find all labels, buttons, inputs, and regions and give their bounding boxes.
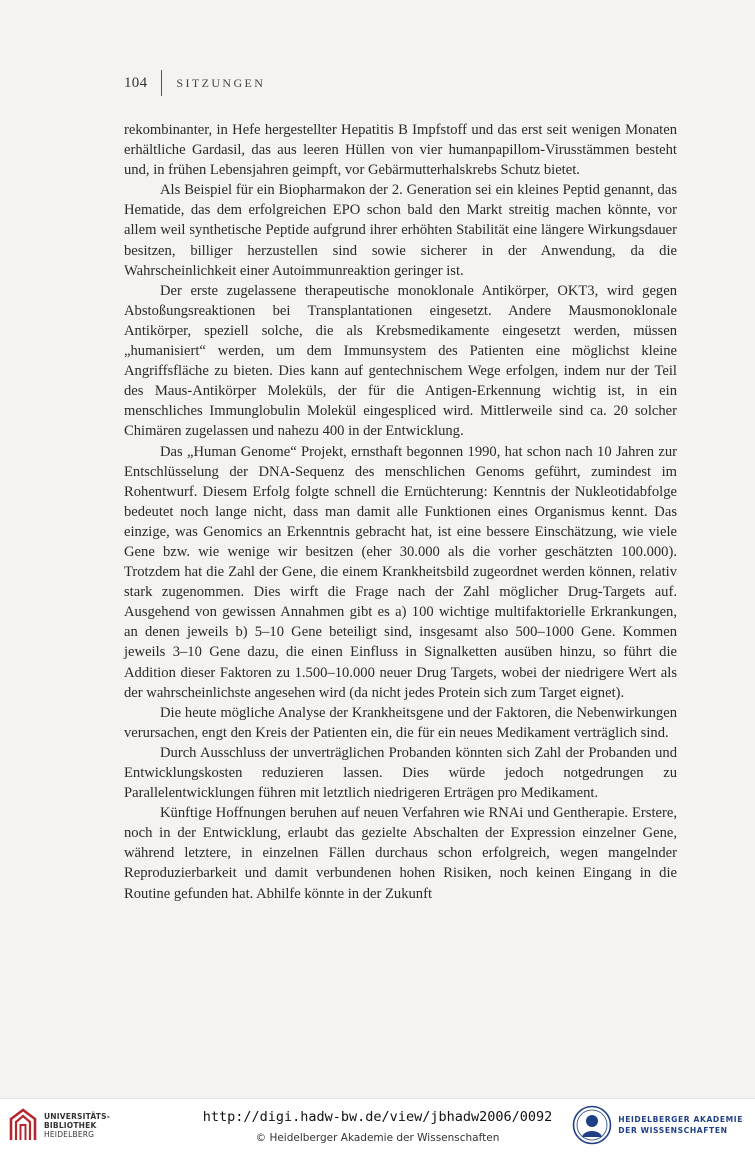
academy-name-line2: DER WISSENSCHAFTEN <box>618 1126 728 1135</box>
paragraph-1: rekombinanter, in Hefe hergestellter Hepatitis B Impfstoff und das erst seit wenigen Monaten erhältliche Gardasil, das aus leeren Hüllen von vier humanpapillom-Virusstämmen besteht und, in frühen Lebensjahren geimpft, vor Gebärmutterhalskrebs Schutz bietet. <box>124 122 677 179</box>
paragraph-5: Die heute mögliche Analyse der Krankheitsgene und der Faktoren, die Nebenwirkungen verursachen, engt den Kreis der Patienten ein, die für ein neues Medikament verträglich sind. <box>124 704 677 741</box>
paragraph-7: Künftige Hoffnungen beruhen auf neuen Verfahren wie RNAi und Gentherapie. Erstere, noch in der Entwicklung, erlaubt das gezielte Abschalten der Expression einzelner Gene, während letztere, in einzelnen Fällen durchaus schon erfolgreich, wegen mangelnder Reproduzierbarkeit und damit verbundenen hohen Risiken, noch keinen Eingang in die Routine gefunden hat. Abhilfe könnte in der Zukunft <box>124 805 677 902</box>
page-number: 104 <box>124 74 148 91</box>
digitization-footer <box>0 1098 755 1152</box>
library-name-line2: BIBLIOTHEK <box>44 1120 97 1130</box>
permalink-url[interactable]: http://digi.hadw-bw.de/view/jbhadw2006/0092 <box>202 1109 553 1125</box>
paragraph-6: Durch Ausschluss der unverträglichen Probanden könnten sich Zahl der Probanden und Entwicklungskosten reduzieren lassen. Dies würde jedoch notgedrungen zu Parallelentwicklungen führen mit letztlich niedrigeren Erträgen pro Medikament. <box>124 744 677 802</box>
academy-seal-icon <box>572 1105 612 1145</box>
paragraph-4: Das „Human Genome“ Projekt, ernsthaft begonnen 1990, hat schon nach 10 Jahren zur Entschlüsselung der DNA-Sequenz des menschlichen Genoms geführt, zumindest im Rohentwurf. Diesem Erfolg folgte schnell die Ernüchterung: Kenntnis der Nukleotidabfolge bedeutet noch lange nicht, dass man damit alle Funktionen eines Organismus kennt. Das einzige, was Genomics an Erkenntnis gebracht hat, ist eine bessere Einschätzung, wie viele Gene bzw. wie wenige wir besitzen (eher 30.000 als die vorher geschätzten 100.000). Trotzdem hat die Zahl der Gene, die einem Krankheitsbild zugeordnet werden können, relativ stark zugenommen. Dies wirft die Frage nach der Zahl möglicher Drug-Targets auf. Ausgehend von gewissen Annahmen gibt es a) 100 wichtige multifaktorielle Erkrankungen, an denen jeweils b) 5–10 Gene beteiligt sind, insgesamt also 500–1000 Gene. Kommen jeweils 3–10 Gene dazu, die einen Einfluss in Signalketten ausüben hinzu, so führt die Addition dieser Faktoren zu 1.500–10.000 neuer Drug Targets, wobei der niedrigere Wert als der wahrscheinlichste angesehen wird (da nicht jedes Protein sich zum Target eignet). <box>124 443 677 701</box>
academy-name <box>618 1114 743 1136</box>
academy-name-line1: HEIDELBERGER AKADEMIE <box>618 1115 743 1124</box>
copyright-notice: © Heidelberger Akademie der Wissenschaften <box>255 1132 500 1144</box>
library-name-line1: UNIVERSITÄTS- <box>44 1111 111 1121</box>
body-text <box>124 120 677 904</box>
header-divider <box>161 70 162 96</box>
section-title: SITZUNGEN <box>176 75 266 90</box>
academy-logo[interactable] <box>572 1105 743 1145</box>
running-head <box>124 70 265 96</box>
paragraph-3: Der erste zugelassene therapeutische monoklonale Antikörper, OKT3, wird gegen Abstoßungsreaktionen bei Transplantationen eingesetzt. Andere Mausmonoklonale Antikörper, speziell solche, die als Krebsmedikamente eingesetzt werden, müssen „humanisiert“ werden, um dem Immunsystem des Patienten eine möglichst kleine Angriffsfläche zu bieten. Dies kann auf gentechnischem Wege erfolgen, indem nur der Teil des Maus-Antikörper Moleküls, der für die Antigen-Erkennung wichtig ist, in ein menschliches Immunglobulin Molekül eingespliced wird. Mittlerweile sind ca. 20 solcher Chimären zugelassen und nahezu 400 in der Entwicklung. <box>124 282 677 440</box>
library-name-line3: HEIDELBERG <box>44 1129 95 1139</box>
paragraph-2: Als Beispiel für ein Biopharmakon der 2. Generation sei ein kleines Peptid genannt, das Hematide, das dem erfolgreichen EPO schon bald den Markt streitig machen könnte, vor allem weil synthetische Peptide aufgrund ihrer erhöhten Stabilität eine längere Wirkungsdauer besitzen, billiger herzustellen sind sowie sicherer in der Anwendung, da die Wahrscheinlichkeit einer Autoimmunreaktion geringer ist. <box>124 182 677 279</box>
